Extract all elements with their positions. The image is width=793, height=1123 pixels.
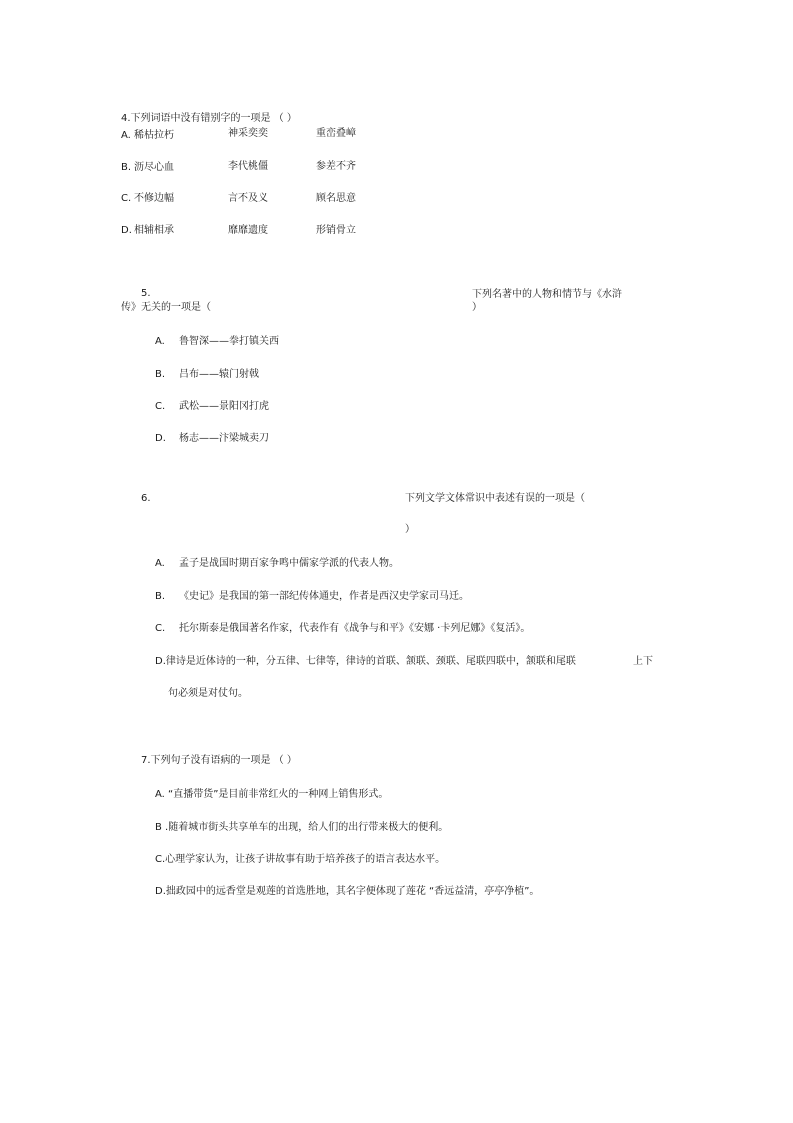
q4-stem: 4.下列词语中没有错别字的一项是 （ ） xyxy=(121,113,297,124)
q6-option-text: 《史记》是我国的第一部纪传体通史，作者是西汉史学家司马迁。 xyxy=(179,591,469,602)
q6-option-label: B. xyxy=(155,591,166,602)
q5-stem: 下列名著中的人物和情节与《水浒 xyxy=(472,289,622,300)
q5-option-label: A. xyxy=(155,336,165,347)
q5-option-text: 杨志——汴梁城卖刀 xyxy=(179,433,269,444)
q6-answer-paren: ） xyxy=(405,524,415,535)
q4-word: 不修边幅 xyxy=(134,193,174,204)
q6-option-text-continued: 句必须是对仗句。 xyxy=(168,688,248,699)
q6-option-text: 孟子是战国时期百家争鸣中儒家学派的代表人物。 xyxy=(179,558,399,569)
q4-option-label: A. xyxy=(121,130,131,141)
q6-option-text: 托尔斯泰是俄国著名作家，代表作有《战争与和平》《安娜 ·卡列尼娜》《复活》。 xyxy=(179,623,531,634)
q4-word: 神采奕奕 xyxy=(228,128,268,139)
q4-word: 靡靡遗度 xyxy=(228,225,268,236)
q6-number: 6. xyxy=(141,493,151,504)
q5-option-text: 鲁智深——拳打镇关西 xyxy=(179,336,279,347)
q5-option-label: C. xyxy=(155,401,166,412)
q7-option-d: D.拙政园中的远香堂是观莲的首选胜地，其名字便体现了莲花 “香远益清，亭亭净植”。 xyxy=(155,886,540,897)
q4-word: 稀枯拉朽 xyxy=(134,130,174,141)
q5-option-label: D. xyxy=(155,433,166,444)
q5-number: 5. xyxy=(141,288,151,299)
q4-word: 顾名思意 xyxy=(316,193,356,204)
q5-option-text: 吕布——辕门射戟 xyxy=(179,369,259,380)
q4-word: 言不及义 xyxy=(228,193,268,204)
q6-option-label: A. xyxy=(155,558,165,569)
q5-stem-continued: 传》无关的一项是（ xyxy=(121,302,211,313)
q6-option-label: C. xyxy=(155,623,166,634)
q6-stem: 下列文学文体常识中表述有误的一项是（ xyxy=(405,493,585,504)
q6-option-text: D.律诗是近体诗的一种，分五律、七律等，律诗的首联、颔联、颈联、尾联四联中，颔联和尾联 xyxy=(155,656,576,667)
q7-option-b: B .随着城市街头共享单车的出现，给人们的出行带来极大的便利。 xyxy=(155,822,449,833)
q5-option-label: B. xyxy=(155,369,166,380)
q4-word: 形销骨立 xyxy=(316,225,356,236)
q4-option-label: C. xyxy=(121,193,132,204)
q5-answer-paren: ） xyxy=(472,302,482,313)
q4-word: 沥尽心血 xyxy=(134,162,174,173)
q4-word: 李代桃僵 xyxy=(228,161,268,172)
q4-word: 相辅相承 xyxy=(134,225,174,236)
q4-option-label: D. xyxy=(121,225,132,236)
q5-option-text: 武松——景阳冈打虎 xyxy=(179,401,269,412)
q4-word: 参差不齐 xyxy=(316,161,356,172)
q7-stem: 7.下列句子没有语病的一项是 （ ） xyxy=(141,755,297,766)
q6-option-text-tail: 上下 xyxy=(633,656,653,667)
q7-option-a: A. “直播带货”是目前非常红火的一种网上销售形式。 xyxy=(155,789,389,800)
q4-word: 重峦叠嶂 xyxy=(316,128,356,139)
q7-option-c: C.心理学家认为，让孩子讲故事有助于培养孩子的语言表达水平。 xyxy=(155,854,446,865)
q4-option-label: B. xyxy=(121,162,132,173)
